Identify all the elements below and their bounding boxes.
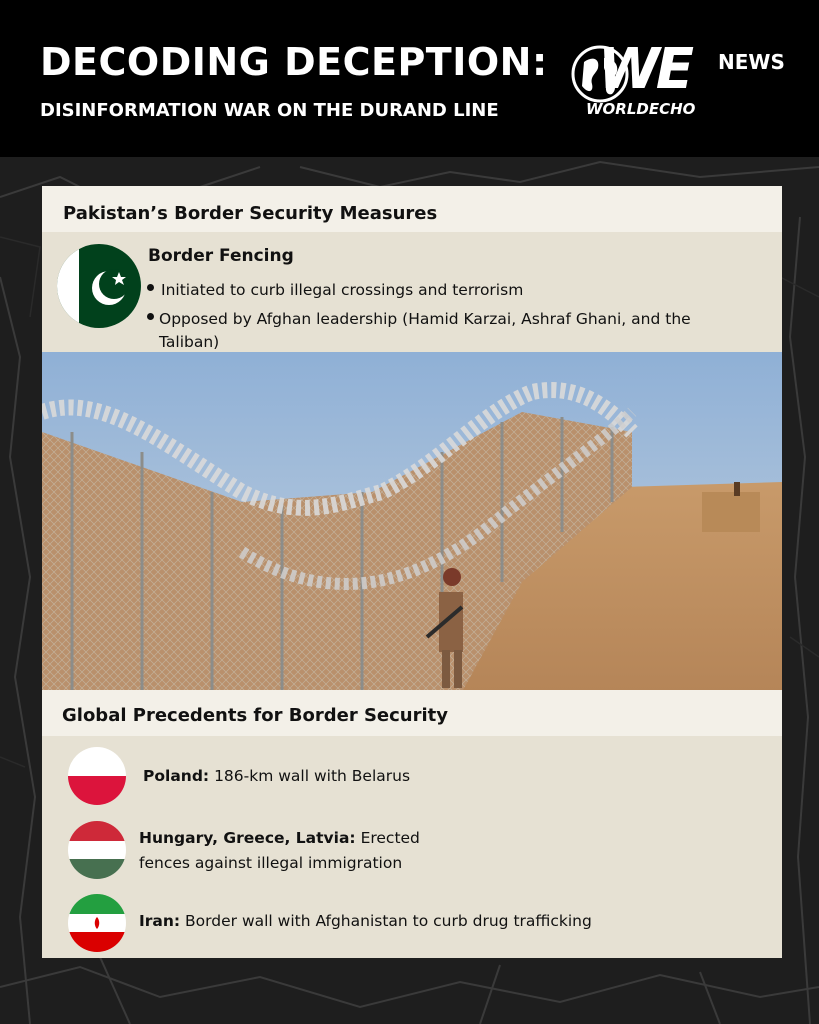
bullet-dot — [147, 313, 154, 320]
logo-news-text: NEWS — [718, 50, 785, 74]
hungary-flag-icon — [68, 821, 126, 879]
pakistan-flag-icon — [57, 244, 141, 328]
iran-text: Border wall with Afghanistan to curb drug trafficking — [185, 912, 592, 930]
poland-item — [143, 764, 410, 788]
border-fence-photo — [42, 352, 782, 692]
hungary-text: Erected — [360, 829, 420, 847]
iran-flag-icon — [68, 894, 126, 952]
poland-flag-icon — [68, 747, 126, 805]
iran-country: Iran: — [139, 912, 181, 930]
hungary-text-line2: fences against illegal immigration — [139, 854, 403, 872]
page-subtitle: DISINFORMATION WAR ON THE DURAND LINE — [40, 100, 499, 121]
bullet-1: Initiated to curb illegal crossings and terrorism — [161, 281, 524, 299]
page-title: DECODING DECEPTION: — [40, 40, 548, 84]
bullet-2-continued: Taliban) — [159, 333, 220, 351]
pakistan-section-title: Pakistan’s Border Security Measures — [63, 203, 438, 224]
logo-we-text: WE — [598, 37, 691, 102]
poland-country: Poland: — [143, 767, 210, 785]
hungary-country: Hungary, Greece, Latvia: — [139, 829, 356, 847]
poland-text: 186-km wall with Belarus — [214, 767, 411, 785]
bullet-2: Opposed by Afghan leadership (Hamid Karzai, Ashraf Ghani, and the — [159, 310, 691, 328]
hungary-item-line1 — [139, 826, 420, 850]
header-banner — [0, 0, 819, 157]
iran-item — [139, 909, 592, 933]
border-fencing-title: Border Fencing — [148, 246, 294, 266]
bullet-dot — [147, 284, 154, 291]
worldecho-logo — [568, 37, 793, 125]
logo-worldecho-text: WORLDECHO — [586, 100, 696, 118]
global-section-title: Global Precedents for Border Security — [62, 705, 449, 726]
